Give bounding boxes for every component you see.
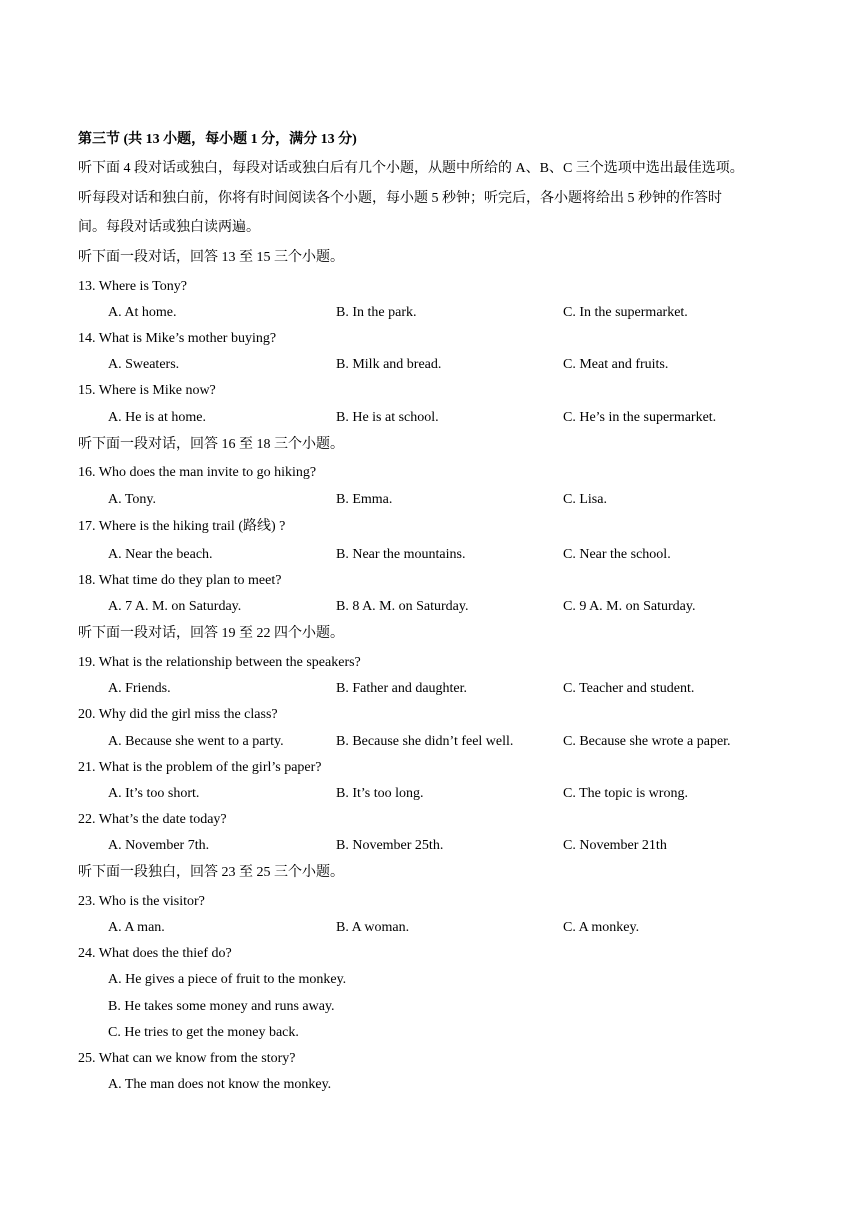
- question-13-option-b: B. In the park.: [336, 305, 417, 320]
- question-14-option-b: B. Milk and bread.: [336, 357, 442, 372]
- question-15-stem: 15. Where is Mike now?: [78, 383, 216, 398]
- question-22-option-c: C. November 21th: [563, 838, 667, 853]
- question-13-stem: 13. Where is Tony?: [78, 279, 187, 294]
- question-17-option-c: C. Near the school.: [563, 547, 671, 562]
- group-instruction-1: 听下面一段对话，回答 13 至 15 三个小题。: [78, 250, 344, 265]
- question-19-option-c: C. Teacher and student.: [563, 681, 695, 696]
- question-17-option-a: A. Near the beach.: [108, 547, 213, 562]
- question-20-option-a: A. Because she went to a party.: [108, 734, 284, 749]
- question-23-option-c: C. A monkey.: [563, 920, 640, 935]
- question-25-option-a: A. The man does not know the monkey.: [108, 1077, 332, 1092]
- question-23-option-a: A. A man.: [108, 920, 165, 935]
- question-23-option-b: B. A woman.: [336, 920, 410, 935]
- question-14-option-c: C. Meat and fruits.: [563, 357, 669, 372]
- question-24-option-c: C. He tries to get the money back.: [108, 1025, 299, 1040]
- question-21-option-b: B. It’s too long.: [336, 786, 424, 801]
- question-15-option-b: B. He is at school.: [336, 410, 439, 425]
- question-23-stem: 23. Who is the visitor?: [78, 894, 205, 909]
- group-instruction-2: 听下面一段对话，回答 16 至 18 三个小题。: [78, 437, 344, 452]
- question-19-option-a: A. Friends.: [108, 681, 171, 696]
- question-25-stem: 25. What can we know from the story?: [78, 1051, 296, 1066]
- question-20-option-b: B. Because she didn’t feel well.: [336, 734, 514, 749]
- question-16-option-c: C. Lisa.: [563, 492, 607, 507]
- question-21-option-c: C. The topic is wrong.: [563, 786, 688, 801]
- question-18-option-b: B. 8 A. M. on Saturday.: [336, 599, 469, 614]
- question-19-option-b: B. Father and daughter.: [336, 681, 468, 696]
- question-24-option-a: A. He gives a piece of fruit to the monkey.: [108, 972, 347, 987]
- question-17-stem: 17. Where is the hiking trail (路线) ?: [78, 519, 286, 534]
- section-intro-line-1: 听下面 4 段对话或独白，每段对话或独白后有几个小题，从题中所给的 A、B、C 三个选项中选出最佳选项。: [78, 161, 744, 176]
- question-18-option-a: A. 7 A. M. on Saturday.: [108, 599, 242, 614]
- question-19-stem: 19. What is the relationship between the speakers?: [78, 655, 361, 670]
- question-20-stem: 20. Why did the girl miss the class?: [78, 707, 278, 722]
- question-16-option-a: A. Tony.: [108, 492, 157, 507]
- question-14-option-a: A. Sweaters.: [108, 357, 180, 372]
- question-13-option-c: C. In the supermarket.: [563, 305, 688, 320]
- question-21-option-a: A. It’s too short.: [108, 786, 200, 801]
- question-15-option-a: A. He is at home.: [108, 410, 206, 425]
- group-instruction-4: 听下面一段独白，回答 23 至 25 三个小题。: [78, 865, 344, 880]
- section-intro-line-3: 间。每段对话或独白读两遍。: [78, 220, 260, 235]
- question-24-stem: 24. What does the thief do?: [78, 946, 232, 961]
- question-13-option-a: A. At home.: [108, 305, 177, 320]
- question-17-option-b: B. Near the mountains.: [336, 547, 466, 562]
- section-heading: 第三节 (共 13 小题，每小题 1 分，满分 13 分): [78, 132, 357, 147]
- question-20-option-c: C. Because she wrote a paper.: [563, 734, 731, 749]
- question-22-stem: 22. What’s the date today?: [78, 812, 227, 827]
- group-instruction-3: 听下面一段对话，回答 19 至 22 四个小题。: [78, 626, 344, 641]
- question-18-option-c: C. 9 A. M. on Saturday.: [563, 599, 696, 614]
- question-14-stem: 14. What is Mike’s mother buying?: [78, 331, 277, 346]
- question-24-option-b: B. He takes some money and runs away.: [108, 999, 335, 1014]
- section-intro-line-2: 听每段对话和独白前，你将有时间阅读各个小题，每小题 5 秒钟；听完后，各小题将给出 5 秒钟的作答时: [78, 191, 722, 206]
- question-22-option-a: A. November 7th.: [108, 838, 210, 853]
- question-18-stem: 18. What time do they plan to meet?: [78, 573, 282, 588]
- question-16-stem: 16. Who does the man invite to go hiking?: [78, 465, 317, 480]
- question-15-option-c: C. He’s in the supermarket.: [563, 410, 717, 425]
- question-16-option-b: B. Emma.: [336, 492, 393, 507]
- question-22-option-b: B. November 25th.: [336, 838, 444, 853]
- question-21-stem: 21. What is the problem of the girl’s paper?: [78, 760, 322, 775]
